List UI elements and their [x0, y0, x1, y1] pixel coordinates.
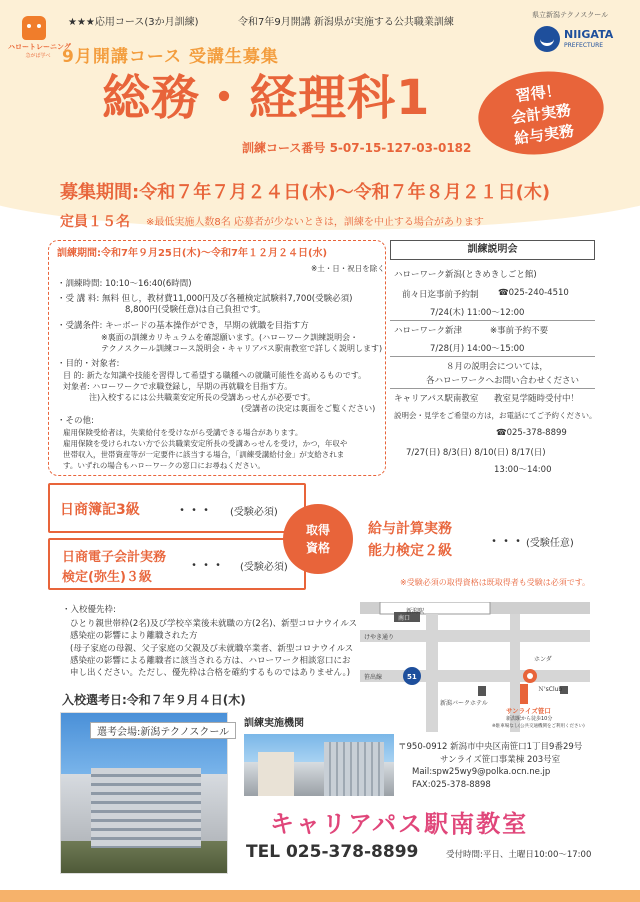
qualification-badge: 取得 資格 — [283, 504, 353, 574]
map-walk: 新潟駅から徒歩10分 — [506, 716, 553, 722]
capacity: 定員１５名 — [60, 214, 130, 230]
map-route-51: 51 — [407, 673, 417, 681]
hello-training-logo: ハロートレーニング 急がば学べ — [8, 8, 60, 60]
subheading: 9月開講コース 受講生募集 — [62, 47, 279, 67]
map-building: サンライズ笹口 — [506, 707, 551, 715]
eligibility-line: (母子家庭の母親、父子家庭の父親及び未就職卒業者、新型コロナウイルス — [70, 644, 354, 654]
map-station: 新潟駅 — [406, 608, 425, 615]
map-hotel: 新潟バークホテル — [440, 700, 488, 707]
qualification-note: ※受験必須の取得資格は既取得者も受験は必須です。 — [400, 578, 591, 587]
recruitment-period: 募集期間:令和７年７月２４日(木)〜令和７年８月２１日(木) — [60, 182, 551, 203]
training-info-box: 訓練期間:令和7年９月25日(木)〜令和7年１２月２４日(水) ※土・日・祝日を除く ・訓練時間: 10:10〜16:40(6時間) ・受 講 料: 無料 但し，教材費11,000円及び各種検定試験料7,700(受験必須) 8,800円(受験任意)は自己負担です。 ・受講条件: キーボードの基本操作ができ，早期の就職を目指す方 ※裏面の訓練カリキュラムを確認願います。(ハローワーク訓練説明会・ テクノスクール訓練コース説明会・キャリアパス駅南教室で詳しく説明します) ・目的・対象者: 目 的: 新たな知識や技能を習得して希望する職種への就職可能性を高めるものです。 対象者: ハローワークで求職登録し，早期の再就職を目指す方。 注)入校するには公共職業安定所長の受講あっせんが必要です。 (受講者の決定は裏面をご覧ください) ・その他: 雇用保険受給者は，失業給付を受けながら受講できる場合があります。 雇用保険を受けられない方で公共職業安定所長の受講あっせんを受け，かつ，年収や 世帯収入，世帯資産等が一定要件に該当する場合，「訓練受講給付金」が支給されま す。いずれの場合もハローワークの窓口にお尋ねください。 — [48, 240, 386, 476]
qualification-payroll-req: (受験任意) — [526, 538, 574, 549]
page-title: 総務・経理科1 — [102, 70, 431, 126]
briefing-title: 訓練説明会 — [390, 240, 595, 260]
eligibility-line: ひとり親世帯枠(2名)及び学校卒業後未就職の方(2名)、新型コロナウイルス — [70, 619, 358, 629]
opening-line: 令和7年9月開講 新潟県が実施する公共職業訓練 — [238, 17, 454, 28]
qualification-payroll: 給与計算実務 — [368, 521, 452, 537]
institution-label: 訓練実施機関 — [244, 718, 304, 729]
qualification-bookkeeping: 日商簿記3級 ・・・ (受験必須) — [48, 483, 306, 533]
address-line: 〒950-0912 新潟市中央区南笹口1丁目9番29号 — [398, 742, 583, 752]
briefing-box: 訓練説明会 ハローワーク新潟(ときめきしごと館) 前々日迄事前予約制 ☎025-240-4510 7/24(木) 11:00〜12:00 ハローワーク新津 ※事前予約不要 7/28(月) 14:00〜15:00 ８月の説明会については， 各ハローワークへお問い合わせください キャリアパス駅南教室 教室見学随時受付中！ 説明会・見学をご希望の方は，お電話にてご予約ください。 ☎025-378-8899 7/27(日) 8/3(日) 8/10(日) 8/17(日) 13:00〜14:00 — [390, 240, 595, 478]
qualification-payroll-dots: ・・・ — [488, 534, 525, 548]
qualification-e-accounting: 日商電子会計実務 検定(弥生)３級 ・・・ (受験必須) — [48, 538, 306, 590]
reception-hours: 受付時間:平日、土曜日10:00〜17:00 — [446, 850, 592, 860]
bottom-bar — [0, 890, 640, 902]
map-graphic — [360, 602, 590, 732]
capacity-note: ※最低実施人数8名 応募者が少ないときは，訓練を中止する場合があります — [146, 217, 484, 228]
map-south-exit: 南口 — [398, 615, 411, 622]
course-number: 訓練コース番号 5-07-15-127-03-0182 — [242, 141, 472, 155]
telephone: TEL 025-378-8899 — [246, 842, 419, 862]
niigata-logo: 県立新潟テクノスクール NIIGATA PREFECTURE — [528, 10, 638, 66]
skills-badge: 習得！ 会計実務 給与実務 — [473, 64, 609, 163]
eligibility-line: 感染症の影響により離職された方 — [70, 631, 198, 641]
course-level: ★★★応用コース(3か月訓練) — [68, 17, 199, 28]
school-name: キャリアパス駅南教室 — [270, 810, 529, 838]
exam-venue-label: 選考会場:新潟テクノスクール — [90, 722, 236, 739]
eligibility-heading: ・入校優先枠: — [62, 605, 116, 615]
access-map — [360, 602, 590, 732]
map-nsclub: Ｎ'sClub — [538, 686, 563, 693]
eligibility-line: 感染症の影響による離職者に該当される方は、ハローワーク相談窓口にお — [70, 656, 351, 666]
map-street-keyaki: けやき通り — [364, 634, 395, 641]
map-street-sasade: 笹出線 — [364, 674, 383, 681]
map-parking: ※駐車場なし(公共交通機関をご利用ください) — [492, 724, 585, 729]
niigata-emblem-icon — [534, 26, 560, 52]
exam-date: 入校選考日:令和７年９月４日(木) — [62, 693, 246, 707]
map-honda: ホンダ — [534, 656, 552, 663]
eligibility-line: 申し出ください。ただし、優先枠は合格を確約するものではありません。) — [70, 668, 351, 678]
fax: FAX:025-378-8898 — [412, 780, 491, 790]
email: Mail:spw25wy9@polka.ocn.ne.jp — [412, 767, 551, 777]
institution-photo — [244, 734, 394, 796]
qualification-payroll-2: 能力検定２級 — [368, 543, 452, 559]
address-building: サンライズ笹口事業棟 203号室 — [440, 755, 561, 765]
